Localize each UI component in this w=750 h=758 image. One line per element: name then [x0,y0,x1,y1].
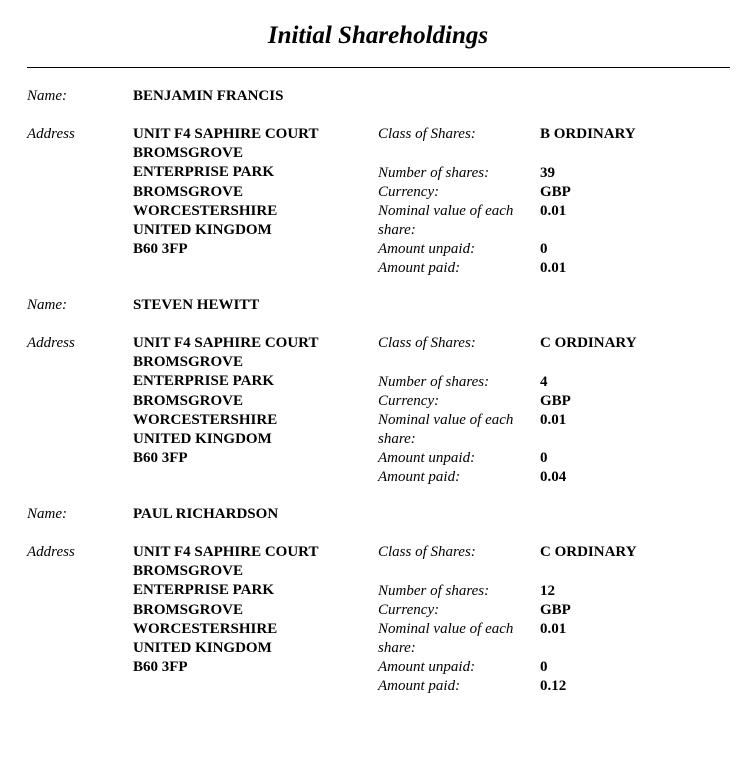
amount-unpaid-value: 0 [540,450,548,466]
amount-unpaid-value: 0 [540,659,548,675]
address-line: BROMSGROVE [133,145,244,162]
address-line: UNIT F4 SAPHIRE COURT [133,544,319,560]
nominal-value-label: Nominal value of each share: [378,621,514,656]
nominal-value-value: 0.01 [540,412,567,428]
address-line: UNITED KINGDOM [133,222,272,239]
shareholder-name: STEVEN HEWITT [133,297,260,313]
amount-paid-label: Amount paid: [378,469,461,485]
address-line: B60 3FP [133,659,188,676]
shareholder-name: PAUL RICHARDSON [133,506,279,522]
address-label: Address [27,126,75,142]
address-line: BROMSGROVE [133,183,244,200]
nominal-value-label: Nominal value of each share: [378,412,514,447]
currency-label: Currency: [378,393,440,409]
number-of-shares-label: Number of shares: [378,374,490,390]
address-line: UNITED KINGDOM [133,431,272,448]
address-lines [133,334,318,468]
amount-unpaid-value: 0 [540,241,548,257]
shareholder-name: BENJAMIN FRANCIS [133,88,284,104]
amount-unpaid-label: Amount unpaid: [378,450,476,466]
name-label: Name: [27,506,67,522]
class-of-shares-label: Class of Shares: [378,126,476,142]
address-line: ENTERPRISE PARK [133,582,274,599]
address-line: UNIT F4 SAPHIRE COURT [133,126,319,142]
address-line: BROMSGROVE [133,601,244,618]
amount-paid-value: 0.01 [540,260,567,276]
address-label: Address [27,335,75,351]
currency-value: GBP [540,602,571,618]
page-title: Initial Shareholdings [267,22,489,49]
address-line: B60 3FP [133,241,188,258]
class-of-shares-label: Class of Shares: [378,544,476,560]
address-line: WORCESTERSHIRE [133,620,278,637]
amount-paid-label: Amount paid: [378,260,461,276]
class-of-shares-value: C ORDINARY [540,544,637,560]
number-of-shares-value: 4 [540,374,548,390]
number-of-shares-label: Number of shares: [378,583,490,599]
name-label: Name: [27,297,67,313]
name-label: Name: [27,88,67,104]
address-line: WORCESTERSHIRE [133,411,278,428]
currency-label: Currency: [378,184,440,200]
address-line: WORCESTERSHIRE [133,202,278,219]
address-lines [133,125,318,259]
amount-paid-label: Amount paid: [378,678,461,694]
address-line: ENTERPRISE PARK [133,373,274,390]
address-line: UNIT F4 SAPHIRE COURT [133,335,319,351]
number-of-shares-label: Number of shares: [378,165,490,181]
currency-value: GBP [540,393,571,409]
number-of-shares-value: 39 [540,165,555,181]
class-of-shares-value: C ORDINARY [540,335,637,351]
amount-paid-value: 0.04 [540,469,567,485]
address-lines [133,543,318,677]
address-line: UNITED KINGDOM [133,640,272,657]
address-line: B60 3FP [133,450,188,467]
nominal-value-value: 0.01 [540,621,567,637]
currency-value: GBP [540,184,571,200]
title-divider [27,67,730,68]
class-of-shares-label: Class of Shares: [378,335,476,351]
address-label: Address [27,544,75,560]
shareholder-block [0,87,750,292]
address-line: BROMSGROVE [133,354,244,371]
shareholder-block [0,296,750,501]
number-of-shares-value: 12 [540,583,555,599]
address-line: BROMSGROVE [133,563,244,580]
nominal-value-value: 0.01 [540,203,567,219]
class-of-shares-value: B ORDINARY [540,126,636,142]
address-line: ENTERPRISE PARK [133,164,274,181]
amount-paid-value: 0.12 [540,678,567,694]
amount-unpaid-label: Amount unpaid: [378,241,476,257]
currency-label: Currency: [378,602,440,618]
shareholder-block [0,505,750,710]
address-line: BROMSGROVE [133,392,244,409]
amount-unpaid-label: Amount unpaid: [378,659,476,675]
nominal-value-label: Nominal value of each share: [378,203,514,238]
